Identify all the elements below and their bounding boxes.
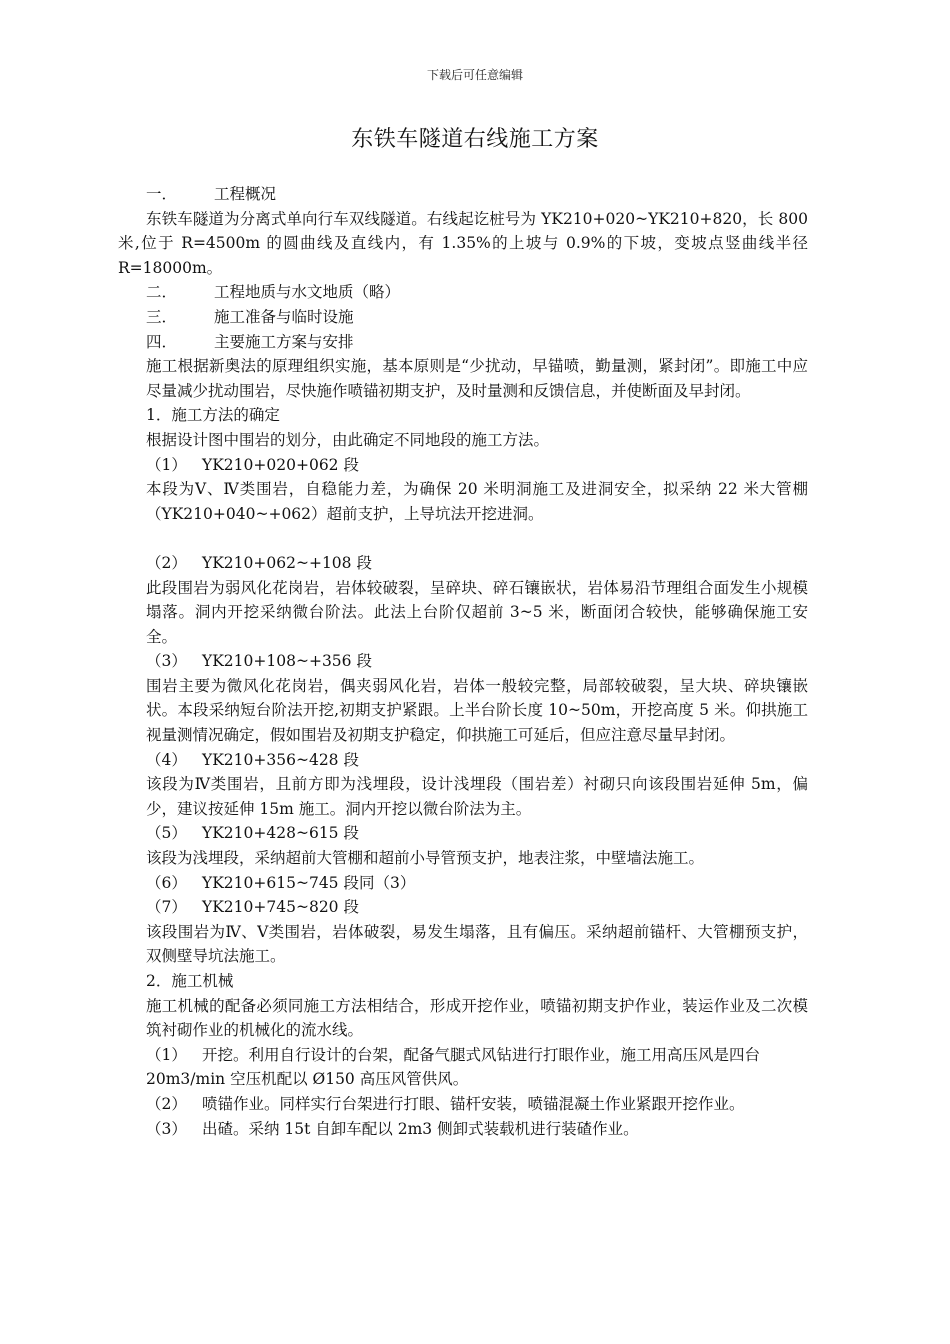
paragraph: 东铁车隧道为分离式单向行车双线隧道。右线起讫桩号为 YK210+020~YK210+820，长 800 米,位于 R=4500m 的圆曲线及直线内，有 1.35%的上坡与 0.9%的下坡，变坡点竖曲线半径 R=18000m。: [118, 209, 808, 277]
paragraph: 围岩主要为微风化花岗岩，偶夹弱风化岩，岩体一般较完整，局部较破裂，呈大块、碎块镶嵌状。本段采纳短台阶法开挖,初期支护紧跟。上半台阶长度 10~50m，开挖高度 5 米。仰拱施工视量测情况确定，假如围岩及初期支护稳定，仰拱施工可延后，但应注意尽量早封闭。: [146, 676, 808, 745]
item-label: YK210+108~+356 段: [202, 652, 372, 671]
list-item: [118, 453, 808, 478]
section-number: 二．: [146, 283, 178, 302]
page-header: 下载后可任意编辑: [426, 68, 523, 82]
item-number: （1）: [146, 455, 187, 474]
item-label: 开挖。利用自行设计的台架，配备气腿式风钻进行打眼作业，施工用高压风是四台: [202, 1045, 761, 1064]
item-label: 出碴。采纳 15t 自卸车配以 2m3 侧卸式装载机进行装碴作业。: [202, 1119, 639, 1138]
section-label: 工程概况: [214, 185, 277, 203]
section-heading: [118, 182, 808, 207]
paragraph-continuation: 20m3/min 空压机配以 Ø150 高压风管供风。: [146, 1070, 469, 1089]
item-number: （3）: [146, 1119, 187, 1138]
paragraph: 本段为Ⅴ、Ⅳ类围岩，自稳能力差，为确保 20 米明洞施工及进洞安全，拟采纳 22 米大管棚（YK210+040~+062）超前支护，上导坑法开挖进洞。: [146, 480, 808, 523]
blank-line: [118, 526, 808, 551]
list-item: [118, 821, 808, 846]
section-heading: [118, 305, 808, 330]
subheading: 2．施工机械: [146, 972, 234, 990]
document-body: [118, 182, 808, 1141]
document-title: 东铁车隧道右线施工方案: [351, 127, 599, 152]
paragraph: 施工机械的配备必须同施工方法相结合，形成开挖作业，喷锚初期支护作业，装运作业及二次模筑衬砌作业的机械化的流水线。: [146, 996, 808, 1040]
list-item: [118, 1117, 808, 1142]
paragraph: 该段为Ⅳ类围岩，且前方即为浅埋段，设计浅埋段（围岩差）衬砌只向该段围岩延伸 5m，偏少，建议按延伸 15m 施工。洞内开挖以微台阶法为主。: [146, 775, 808, 818]
item-number: （7）: [146, 898, 187, 917]
item-label: YK210+428~615 段: [202, 824, 359, 843]
section-number: 四．: [146, 332, 178, 351]
section-label: 施工准备与临时设施: [214, 307, 354, 326]
item-number: （2）: [146, 553, 187, 572]
item-label: YK210+615~745 段同（3）: [202, 873, 416, 892]
section-heading: [118, 330, 808, 355]
list-item: [118, 871, 808, 896]
paragraph: 根据设计图中围岩的划分，由此确定不同地段的施工方法。: [146, 430, 550, 449]
paragraph: 该段围岩为Ⅳ、Ⅴ类围岩，岩体破裂，易发生塌落，且有偏压。采纳超前锚杆、大管棚预支护，双侧壁导坑法施工。: [146, 922, 808, 966]
list-item: [118, 1043, 808, 1068]
section-heading: [118, 280, 808, 305]
list-item: [118, 748, 808, 773]
paragraph: 该段为浅埋段，采纳超前大管棚和超前小导管预支护，地表注浆，中壁墙法施工。: [146, 849, 705, 868]
item-number: （1）: [146, 1045, 187, 1064]
subheading: 1．施工方法的确定: [146, 406, 280, 425]
item-label: YK210+356~428 段: [202, 750, 359, 769]
item-label: 喷锚作业。同样实行台架进行打眼、锚杆安装，喷锚混凝土作业紧跟开挖作业。: [202, 1094, 745, 1113]
list-item: [118, 895, 808, 920]
item-number: （4）: [146, 750, 187, 769]
list-item: [118, 1092, 808, 1117]
list-item: [118, 649, 808, 674]
item-label: YK210+062~+108 段: [202, 553, 372, 572]
item-label: YK210+020+062 段: [202, 455, 359, 474]
item-number: （5）: [146, 824, 187, 843]
list-item: [118, 551, 808, 576]
item-number: （3）: [146, 652, 187, 671]
paragraph: 此段围岩为弱风化花岗岩，岩体较破裂，呈碎块、碎石镶嵌状，岩体易沿节理组合面发生小规模塌落。洞内开挖采纳微台阶法。此法上台阶仅超前 3~5 米，断面闭合较快，能够确保施工安全。: [146, 578, 808, 646]
section-label: 主要施工方案与安排: [214, 332, 354, 351]
item-label: YK210+745~820 段: [202, 898, 359, 917]
item-number: （2）: [146, 1094, 187, 1113]
paragraph: 施工根据新奥法的原理组织实施，基本原则是“少扰动，早锚喷，勤量测，紧封闭”。即施工中应尽量减少扰动围岩，尽快施作喷锚初期支护，及时量测和反馈信息，并使断面及早封闭。: [146, 357, 808, 400]
section-number: 一．: [146, 185, 178, 203]
section-label: 工程地质与水文地质（略）: [214, 283, 401, 302]
item-number: （6）: [146, 873, 187, 892]
section-number: 三．: [146, 307, 178, 326]
